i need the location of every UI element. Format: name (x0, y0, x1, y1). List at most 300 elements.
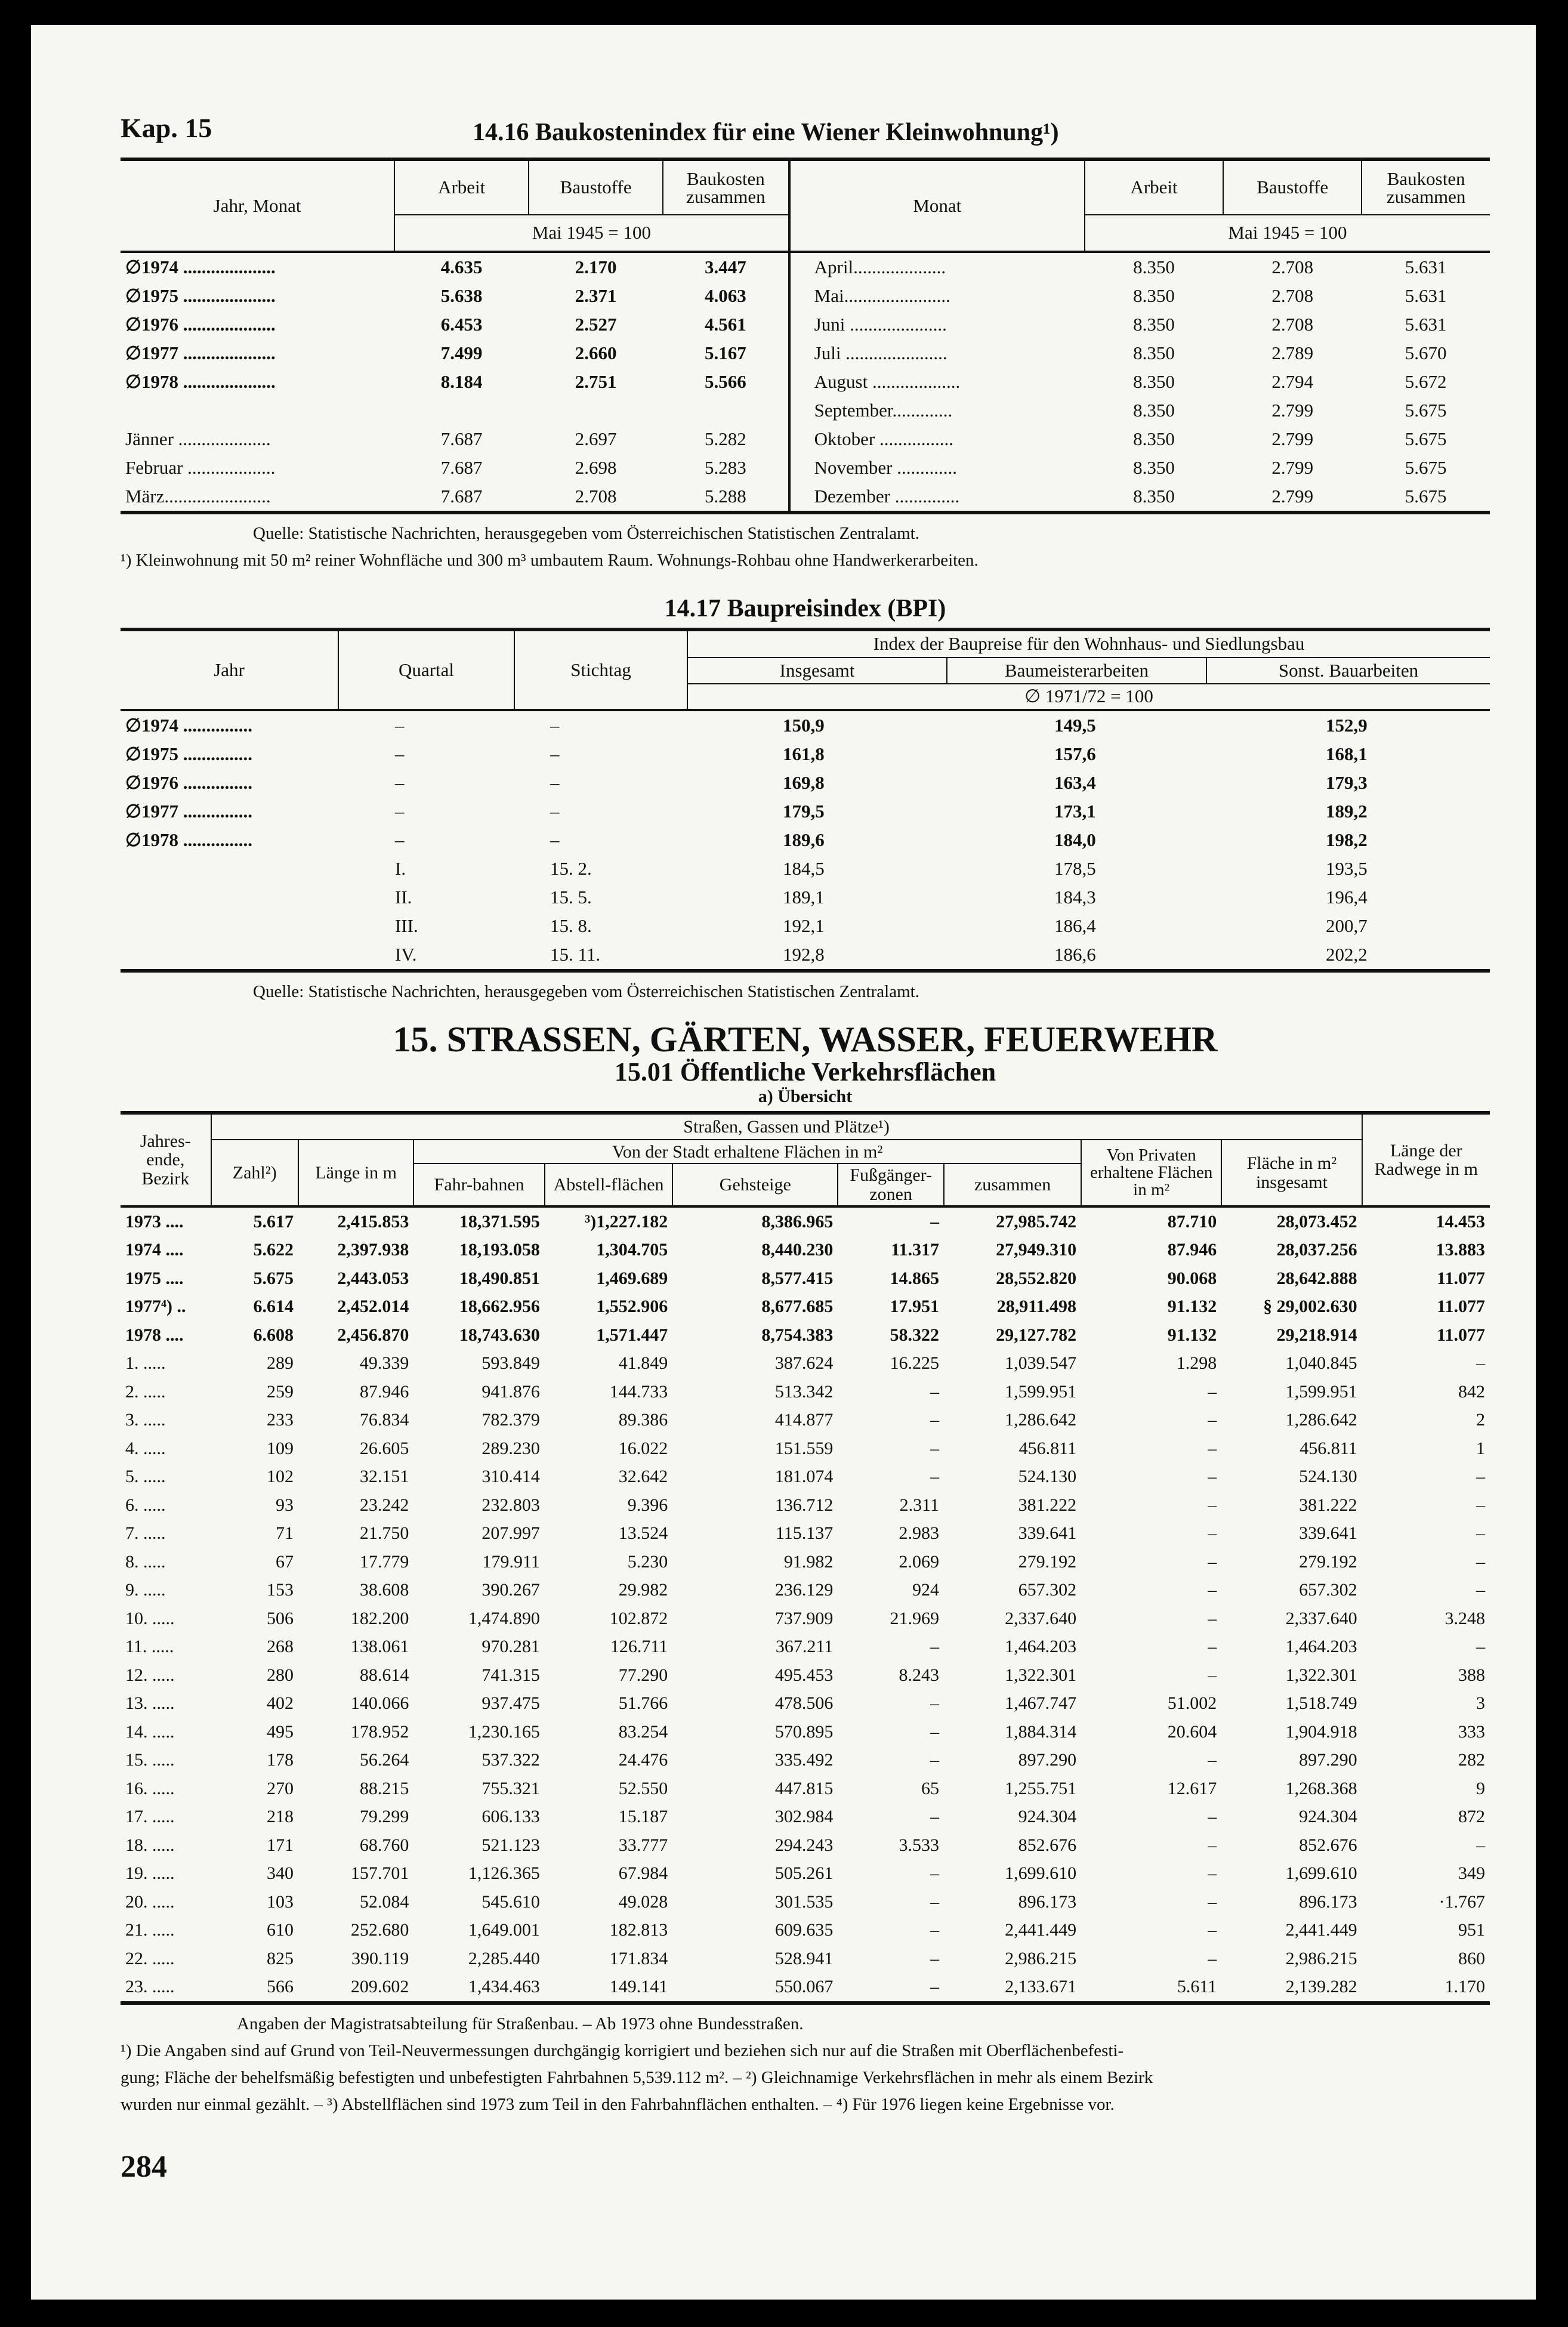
cell-pedestrian: – (930, 1693, 940, 1714)
cell-sidewalk: 115.137 (775, 1523, 834, 1544)
source-note: Angaben der Magistratsabteilung für Straßenbau. – Ab 1973 ohne Bundesstraßen. (237, 2014, 804, 2033)
cell-area: 852.676 (1299, 1835, 1357, 1855)
col-date: Stichtag (514, 631, 687, 710)
cell-materials: 2.799 (1271, 486, 1314, 507)
cell-length: 23.242 (359, 1495, 409, 1515)
table-14-17-title: 14.17 Baupreisindex (BPI) (664, 594, 946, 622)
row-label: 5. ..... (125, 1467, 166, 1487)
cell-private: 87.946 (1167, 1240, 1217, 1260)
cell-other: 152,9 (1326, 714, 1368, 736)
cell-sum: 852.676 (1018, 1835, 1077, 1855)
row-label: Mai....................... (789, 282, 1085, 310)
cell-length: 182.200 (350, 1608, 409, 1628)
table-14-16 (121, 161, 1490, 511)
cell-labor: 4.635 (440, 257, 483, 277)
row-label: ∅1974 ............... (125, 714, 253, 736)
cell-area: 1,286.642 (1285, 1410, 1357, 1430)
row-label: 20. ..... (125, 1891, 175, 1912)
cell-sidewalk: 570.895 (774, 1721, 834, 1742)
cell-bike: 333 (1458, 1721, 1485, 1742)
table-row (121, 769, 1490, 797)
cell-area: 2,441.449 (1285, 1920, 1357, 1940)
cell-sum: 1,039.547 (1005, 1353, 1077, 1374)
cell-labor: 8.350 (1133, 285, 1175, 306)
col-roadway: Fahr-bahnen (413, 1164, 545, 1206)
cell-area: § 29,002.630 (1263, 1297, 1357, 1317)
cell-parking: 83.254 (618, 1721, 668, 1742)
cell-count: 280 (266, 1665, 294, 1685)
cell-pedestrian: – (930, 1920, 940, 1940)
cell-area: 896.173 (1299, 1891, 1357, 1912)
cell-pedestrian: – (930, 1948, 940, 1968)
cell-length: 56.264 (359, 1750, 409, 1770)
cell-total: 3.447 (705, 257, 746, 277)
row-label: 17. ..... (125, 1807, 175, 1827)
cell-total: 189,1 (783, 886, 825, 908)
cell-roadway: 741.315 (481, 1665, 540, 1685)
cell-count: 233 (266, 1410, 294, 1430)
cell-area: 1,699.610 (1285, 1863, 1357, 1884)
cell-sidewalk: 414.877 (774, 1410, 834, 1430)
cell-sidewalk: 550.067 (774, 1977, 834, 1997)
table-row (121, 396, 1490, 425)
rule (121, 2001, 1490, 2005)
footnote: ¹) Kleinwohnung mit 50 m² reiner Wohnfläche und 300 m³ umbautem Raum. Wohnungs-Rohbau ohne Handwerkerarbeiten. (121, 550, 979, 570)
table-15-01-title: 15.01 Öffentliche Verkehrsflächen (614, 1057, 996, 1087)
cell-materials: 2.697 (575, 428, 617, 449)
table-row (121, 1350, 1490, 1378)
cell-length: 32.151 (359, 1467, 409, 1487)
cell-area: 524.130 (1299, 1467, 1357, 1487)
table-row (121, 1264, 1490, 1293)
cell-private: – (1208, 1637, 1217, 1657)
cell-bike: 11.077 (1437, 1268, 1485, 1288)
cell-count: 102 (266, 1467, 294, 1487)
table-row (121, 1236, 1490, 1265)
cell-sum: 1,699.610 (1005, 1863, 1077, 1884)
cell-sum: 2,986.215 (1005, 1948, 1077, 1968)
cell-private: 20.604 (1167, 1721, 1217, 1742)
cell-bike: 842 (1458, 1381, 1485, 1402)
source-note: Quelle: Statistische Nachrichten, herausgegeben vom Österreichischen Statistischen Zentralamt. (253, 524, 919, 543)
row-label: 22. ..... (125, 1948, 175, 1968)
cell-materials: 2.799 (1271, 457, 1314, 478)
row-label: ∅1976 .................... (125, 314, 276, 335)
cell-labor: 5.638 (440, 285, 483, 306)
cell-sum: 2,337.640 (1005, 1608, 1077, 1628)
table-row (121, 1491, 1490, 1520)
cell-total (663, 396, 789, 425)
cell-total: 4.561 (705, 314, 746, 335)
cell-bike: – (1476, 1637, 1485, 1657)
cell-parking: 67.984 (618, 1863, 668, 1884)
table-row (121, 940, 1490, 969)
cell-roadway: 782.379 (481, 1410, 540, 1430)
cell-sidewalk: 8,577.415 (761, 1268, 834, 1288)
table-row (121, 1434, 1490, 1463)
cell-sidewalk: 136.712 (774, 1495, 834, 1515)
cell-private: 91.132 (1167, 1325, 1217, 1345)
cell-area: 897.290 (1299, 1750, 1357, 1770)
group-header: Straßen, Gassen und Plätze¹) (211, 1115, 1362, 1140)
cell-area: 28,037.256 (1276, 1240, 1357, 1260)
cell-date: 15. 11. (550, 943, 601, 965)
table-row (121, 1690, 1490, 1718)
cell-roadway: 289.230 (481, 1438, 540, 1458)
base-label: Mai 1945 = 100 (394, 215, 789, 252)
cell-count: 218 (266, 1807, 294, 1827)
cell-total: 150,9 (783, 714, 825, 736)
footnote-2: gung; Fläche der behelfsmäßig befestigten und unbefestigten Fahrbahnen 5,539.112 m². – ²) Gleichnamige Verkehrsflächen in mehr als einem Bezirk (121, 2067, 1153, 2087)
cell-parking: 16.022 (618, 1438, 668, 1458)
cell-bike: 11.077 (1437, 1297, 1485, 1317)
cell-total: 5.631 (1405, 314, 1447, 335)
cell-pedestrian: – (930, 1977, 940, 1997)
cell-parking: 29.982 (618, 1580, 668, 1600)
cell-area: 1,904.918 (1285, 1721, 1357, 1742)
cell-area: 1,464.203 (1285, 1637, 1357, 1657)
table-14-17-body (121, 711, 1490, 969)
cell-total: 5.675 (1405, 457, 1447, 478)
table-row (121, 1746, 1490, 1775)
cell-roadway: 310.414 (481, 1467, 540, 1487)
row-label: 2. ..... (125, 1381, 166, 1402)
footnote-1: ¹) Die Angaben sind auf Grund von Teil-Neuvermessungen durchgängig korrigiert und beziehen sich nur auf die Straßen mit Oberflächenbefesti- (121, 2041, 1124, 2060)
cell-roadway: 232.803 (481, 1495, 540, 1515)
cell-labor: 6.453 (440, 314, 483, 335)
cell-pedestrian: 11.317 (891, 1240, 940, 1260)
col-count: Zahl²) (211, 1140, 298, 1206)
cell-length: 17.779 (359, 1551, 409, 1572)
cell-private: – (1208, 1891, 1217, 1912)
cell-length: 87.946 (359, 1381, 409, 1402)
cell-roadway: 606.133 (481, 1807, 540, 1827)
cell-count: 268 (266, 1637, 294, 1657)
cell-total: 179,5 (783, 800, 825, 822)
group-header: Index der Baupreise für den Wohnhaus- und Siedlungsbau (687, 631, 1490, 658)
cell-sum: 896.173 (1018, 1891, 1077, 1912)
cell-total: 5.282 (705, 428, 746, 449)
cell-parking: 149.141 (609, 1977, 668, 1997)
cell-pedestrian: 14.865 (890, 1268, 940, 1288)
cell-parking: 102.872 (609, 1608, 668, 1628)
cell-quarter: III. (395, 915, 418, 936)
table-15-01 (121, 1115, 1490, 2001)
cell-sum: 1,599.951 (1005, 1381, 1077, 1402)
cell-roadway: 755.321 (481, 1778, 540, 1798)
table-row (121, 1604, 1490, 1633)
cell-sidewalk: 294.243 (774, 1835, 834, 1855)
cell-length: 79.299 (359, 1807, 409, 1827)
cell-labor: 8.350 (1133, 371, 1175, 392)
table-row (121, 912, 1490, 940)
col-period: Jahr, Monat (213, 195, 301, 216)
row-label: 1974 .... (125, 1240, 184, 1260)
cell-materials: 2.799 (1271, 400, 1314, 421)
col-materials: Baustoffe (529, 161, 663, 215)
cell-total: 5.675 (1405, 400, 1447, 421)
table-row (121, 1916, 1490, 1945)
cell-roadway: 941.876 (481, 1381, 540, 1402)
row-label: ∅1976 ............... (125, 771, 253, 793)
cell-bike: ·1.767 (1439, 1891, 1485, 1912)
col-bike: Länge der Radwege in m (1362, 1115, 1490, 1206)
table-14-16-notes (121, 520, 1490, 574)
cell-other: 202,2 (1326, 943, 1368, 965)
cell-labor: 8.350 (1133, 428, 1175, 449)
cell-count: 109 (266, 1438, 294, 1458)
table-row (121, 1293, 1490, 1322)
cell-sidewalk: 8,386.965 (761, 1211, 834, 1232)
cell-bike: 2 (1476, 1410, 1485, 1430)
page-content (121, 85, 1490, 2184)
cell-other: 193,5 (1326, 857, 1368, 879)
cell-area: 339.641 (1299, 1523, 1357, 1544)
cell-bike: – (1476, 1495, 1485, 1515)
cell-parking: 89.386 (618, 1410, 668, 1430)
col-sidewalk: Gehsteige (672, 1164, 838, 1206)
cell-sidewalk: 737.909 (774, 1608, 834, 1628)
cell-length: 2,456.870 (337, 1325, 409, 1345)
row-label: April.................... (789, 253, 1085, 282)
cell-sum: 897.290 (1018, 1750, 1077, 1770)
cell-quarter: – (395, 829, 405, 850)
cell-length: 52.084 (359, 1891, 409, 1912)
source-note: Quelle: Statistische Nachrichten, herausgegeben vom Österreichischen Statistischen Zentralamt. (253, 982, 919, 1001)
cell-parking: 51.766 (618, 1693, 668, 1714)
cell-materials: 2.170 (575, 257, 617, 277)
cell-parking: 41.849 (618, 1353, 668, 1374)
cell-length: 2,452.014 (337, 1297, 409, 1317)
cell-total: 5.672 (1405, 371, 1447, 392)
cell-count: 67 (275, 1551, 294, 1572)
cell-area: 1,599.951 (1285, 1381, 1357, 1402)
cell-parking: 5.230 (627, 1551, 668, 1572)
cell-area: 1,518.749 (1285, 1693, 1357, 1714)
cell-count: 5.617 (253, 1211, 294, 1232)
cell-bike: 13.883 (1436, 1240, 1485, 1260)
row-label: 12. ..... (125, 1665, 175, 1685)
cell-other: 196,4 (1326, 886, 1368, 908)
row-label: August ................... (789, 368, 1085, 396)
cell-total: 5.283 (705, 457, 746, 478)
cell-length: 21.750 (359, 1523, 409, 1544)
col-length: Länge in m (298, 1140, 413, 1206)
cell-sidewalk: 447.815 (774, 1778, 834, 1798)
cell-other: 189,2 (1326, 800, 1368, 822)
cell-bike: 1 (1476, 1438, 1485, 1458)
cell-sum: 381.222 (1018, 1495, 1077, 1515)
cell-area: 1,040.845 (1285, 1353, 1357, 1374)
cell-sum: 657.302 (1018, 1580, 1077, 1600)
cell-area: 657.302 (1299, 1580, 1357, 1600)
cell-other: 168,1 (1326, 743, 1368, 764)
cell-length: 38.608 (359, 1580, 409, 1600)
cell-private: – (1208, 1523, 1217, 1544)
table-14-16-heading (121, 85, 1490, 158)
col-private: Von Privaten erhaltene Flächen in m² (1081, 1140, 1221, 1206)
cell-bike: 349 (1458, 1863, 1485, 1884)
cell-master: 184,0 (1054, 829, 1096, 850)
cell-roadway: 18,371.595 (459, 1211, 540, 1232)
cell-count: 495 (266, 1721, 294, 1742)
cell-length: 26.605 (359, 1438, 409, 1458)
cell-pedestrian: 2.311 (899, 1495, 940, 1515)
table-row (121, 1831, 1490, 1860)
table-14-16-title: 14.16 Baukostenindex für eine Wiener Kleinwohnung¹) (473, 119, 1059, 146)
row-label: 6. ..... (125, 1495, 166, 1515)
row-label: 7. ..... (125, 1523, 166, 1544)
row-label: ∅1978 ............... (125, 829, 253, 850)
table-row (121, 1774, 1490, 1803)
cell-parking: 33.777 (618, 1835, 668, 1855)
table-row (121, 711, 1490, 740)
cell-length: 390.119 (351, 1948, 409, 1968)
cell-area: 381.222 (1299, 1495, 1357, 1515)
table-row (121, 797, 1490, 826)
row-label: November ............. (789, 453, 1085, 482)
cell-parking: 52.550 (618, 1778, 668, 1798)
cell-materials: 2.527 (575, 314, 617, 335)
cell-total: 189,6 (783, 829, 825, 850)
cell-sidewalk: 91.982 (783, 1551, 834, 1572)
cell-labor: 7.687 (440, 457, 483, 478)
cell-count: 6.608 (253, 1325, 294, 1345)
table-row (121, 1520, 1490, 1548)
cell-other: 200,7 (1326, 915, 1368, 936)
cell-date: 15. 2. (550, 857, 592, 879)
row-label: März....................... (125, 486, 271, 507)
cell-count: 153 (266, 1580, 294, 1600)
cell-roadway: 2,285.440 (468, 1948, 540, 1968)
cell-bike: – (1476, 1551, 1485, 1572)
table-row (121, 253, 1490, 282)
cell-other: 179,3 (1326, 771, 1368, 793)
col-sum: zusammen (944, 1164, 1081, 1206)
table-row (121, 282, 1490, 310)
table-row (121, 425, 1490, 453)
cell-count: 71 (275, 1523, 294, 1544)
cell-area: 924.304 (1299, 1807, 1357, 1827)
table-row (121, 826, 1490, 854)
cell-master: 157,6 (1054, 743, 1096, 764)
table-row (121, 854, 1490, 883)
row-label (121, 912, 338, 940)
cell-private: – (1208, 1920, 1217, 1940)
cell-roadway: 593.849 (481, 1353, 540, 1374)
cell-bike: – (1476, 1353, 1485, 1374)
col-area: Fläche in m² insgesamt (1221, 1140, 1362, 1206)
cell-private: 5.611 (1177, 1977, 1217, 1997)
table-row (121, 1945, 1490, 1973)
cell-date: 15. 8. (550, 915, 592, 936)
cell-length: 88.215 (359, 1778, 409, 1798)
row-label: 14. ..... (125, 1721, 175, 1742)
table-row (121, 1973, 1490, 2002)
cell-roadway: 18,490.851 (459, 1268, 540, 1288)
col-total: Insgesamt (687, 658, 947, 684)
base-label-2: Mai 1945 = 100 (1085, 215, 1490, 252)
table-row (121, 1860, 1490, 1888)
cell-sidewalk: 335.492 (774, 1750, 834, 1770)
cell-roadway: 937.475 (481, 1693, 540, 1714)
cell-length: 76.834 (359, 1410, 409, 1430)
base-label: ∅ 1971/72 = 100 (687, 684, 1490, 710)
row-label: 18. ..... (125, 1835, 175, 1855)
cell-quarter: – (395, 800, 405, 822)
col-total: Baukosten zusammen (663, 161, 789, 215)
cell-pedestrian: – (930, 1807, 940, 1827)
cell-parking: 9.396 (627, 1495, 668, 1515)
cell-labor (394, 396, 529, 425)
table-row (121, 1548, 1490, 1576)
col-quarter: Quartal (338, 631, 514, 710)
cell-labor: 8.184 (440, 371, 483, 392)
cell-pedestrian: 2.069 (899, 1551, 940, 1572)
row-label: 1975 .... (125, 1268, 184, 1288)
cell-materials: 2.708 (575, 486, 617, 507)
table-row (121, 1208, 1490, 1236)
cell-pedestrian: – (930, 1891, 940, 1912)
cell-master: 186,4 (1054, 915, 1096, 936)
row-label: 3. ..... (125, 1410, 166, 1430)
table-row (121, 1576, 1490, 1605)
cell-bike: 872 (1458, 1807, 1485, 1827)
table-row (121, 1803, 1490, 1832)
cell-private: 91.132 (1167, 1297, 1217, 1317)
cell-date: – (550, 714, 560, 736)
row-label: 23. ..... (125, 1977, 175, 1997)
cell-roadway: 18,662.956 (459, 1297, 540, 1317)
cell-bike: 951 (1458, 1920, 1485, 1940)
cell-pedestrian: – (930, 1467, 940, 1487)
table-row (121, 1463, 1490, 1492)
table-row (121, 310, 1490, 339)
cell-sidewalk: 528.941 (774, 1948, 834, 1968)
cell-sum: 1,467.747 (1005, 1693, 1077, 1714)
cell-sum: 1,464.203 (1005, 1637, 1077, 1657)
cell-sidewalk: 513.342 (774, 1381, 834, 1402)
cell-sidewalk: 8,440.230 (761, 1240, 834, 1260)
cell-length: 157.701 (350, 1863, 409, 1884)
cell-private: 1.298 (1176, 1353, 1217, 1374)
cell-sum: 27,949.310 (996, 1240, 1077, 1260)
row-label: 15. ..... (125, 1750, 175, 1770)
cell-sum: 524.130 (1018, 1467, 1077, 1487)
cell-parking: 1,304.705 (596, 1240, 668, 1260)
cell-count: 340 (266, 1863, 294, 1884)
row-label: 11. ..... (125, 1637, 174, 1657)
cell-quarter: II. (395, 886, 412, 908)
cell-private: – (1208, 1863, 1217, 1884)
cell-private: 12.617 (1167, 1778, 1217, 1798)
cell-private: – (1208, 1410, 1217, 1430)
cell-parking: 1,571.447 (596, 1325, 668, 1345)
cell-private: – (1208, 1835, 1217, 1855)
cell-parking: 1,552.906 (596, 1297, 668, 1317)
cell-roadway: 179.911 (482, 1551, 540, 1572)
col-materials-2: Baustoffe (1223, 161, 1362, 215)
col-year: Jahr (214, 659, 245, 680)
table-row (121, 1718, 1490, 1746)
cell-pedestrian: 16.225 (890, 1353, 940, 1374)
cell-pedestrian: 17.951 (890, 1297, 940, 1317)
cell-area: 2,139.282 (1285, 1977, 1357, 1997)
cell-pedestrian: 2.983 (899, 1523, 940, 1544)
cell-master: 149,5 (1054, 714, 1096, 736)
cell-length: 2,415.853 (337, 1211, 409, 1232)
cell-count: 5.675 (253, 1268, 294, 1288)
